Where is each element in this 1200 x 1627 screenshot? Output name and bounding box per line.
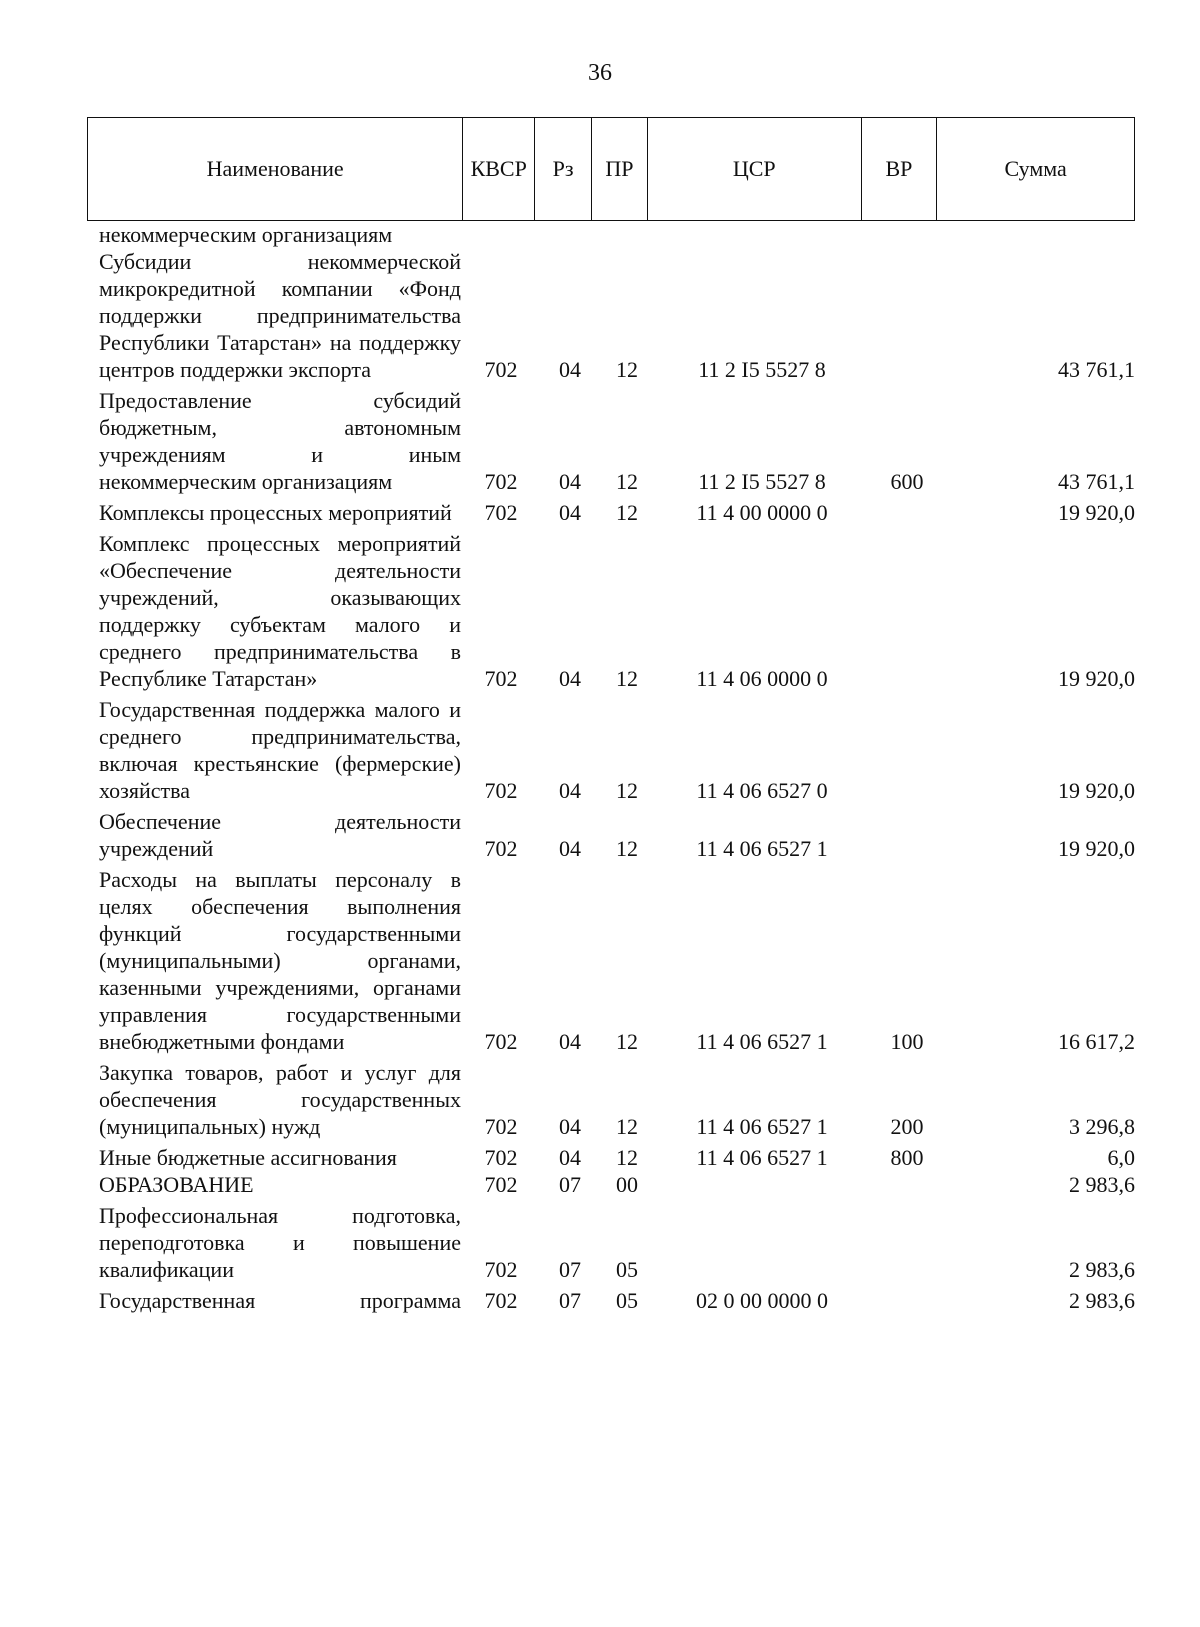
row-rz: 04 [559, 357, 581, 382]
row-pr: 12 [616, 469, 638, 494]
row-rz: 07 [559, 1172, 581, 1197]
row-pr: 12 [616, 836, 638, 861]
row-kvsr: 702 [484, 836, 518, 861]
row-rz: 04 [559, 500, 581, 525]
row-sum: 19 920,0 [1058, 500, 1135, 525]
row-kvsr: 702 [484, 1257, 518, 1282]
row-pr: 00 [616, 1172, 638, 1197]
row-csr: 11 4 06 6527 1 [696, 1145, 828, 1170]
header-name: Наименование [88, 118, 463, 220]
table-row [87, 1144, 1135, 1171]
row-kvsr: 702 [484, 1029, 518, 1054]
row-csr: 11 2 I5 5527 8 [698, 357, 826, 382]
table-row [87, 808, 1135, 862]
row-sum: 19 920,0 [1058, 778, 1135, 803]
row-sum: 2 983,6 [1069, 1172, 1135, 1197]
row-name: Субсидии некоммерческой микрокредитной компании «Фонд поддержки предпринимательства Республики Татарстан» на поддержку центров поддержки экспорта [99, 249, 461, 382]
row-kvsr: 702 [484, 1114, 518, 1139]
row-sum: 3 296,8 [1069, 1114, 1135, 1139]
table-row [87, 1202, 1135, 1283]
row-vr: 800 [890, 1145, 924, 1170]
row-name: Обеспечение деятельности учреждений [99, 809, 461, 861]
row-name: ОБРАЗОВАНИЕ [99, 1172, 254, 1197]
row-vr: 200 [890, 1114, 924, 1139]
table-row [87, 499, 1135, 526]
row-name: Предоставление субсидий бюджетным, автономным учреждениям и иным некоммерческим организациям [99, 388, 461, 494]
table-row [87, 387, 1135, 495]
row-rz: 04 [559, 836, 581, 861]
header-csr: ЦСР [648, 118, 862, 220]
header-rz: Рз [535, 118, 592, 220]
row-csr: 11 4 06 6527 0 [696, 778, 828, 803]
table-body [87, 221, 1135, 1318]
row-pr: 12 [616, 778, 638, 803]
row-rz: 04 [559, 469, 581, 494]
row-name: Комплексы процессных мероприятий [99, 500, 452, 525]
row-pr: 12 [616, 357, 638, 382]
row-sum: 2 983,6 [1069, 1257, 1135, 1282]
table-row [87, 248, 1135, 383]
row-kvsr: 702 [484, 500, 518, 525]
row-csr: 02 0 00 0000 0 [696, 1288, 828, 1313]
header-pr: ПР [592, 118, 648, 220]
row-kvsr: 702 [484, 1288, 518, 1313]
header-kvsr: КВСР [463, 118, 535, 220]
row-pr: 12 [616, 500, 638, 525]
row-name: Иные бюджетные ассигнования [99, 1145, 397, 1170]
row-kvsr: 702 [484, 469, 518, 494]
row-rz: 04 [559, 1145, 581, 1170]
row-name: некоммерческим организациям [99, 222, 393, 247]
row-sum: 2 983,6 [1069, 1288, 1135, 1313]
row-sum: 19 920,0 [1058, 836, 1135, 861]
row-vr: 100 [890, 1029, 924, 1054]
row-sum: 43 761,1 [1058, 469, 1135, 494]
row-rz: 07 [559, 1288, 581, 1313]
table-row [87, 1287, 1135, 1314]
table-row [87, 866, 1135, 1055]
row-sum: 43 761,1 [1058, 357, 1135, 382]
row-name: Расходы на выплаты персоналу в целях обеспечения выполнения функций государственными (муниципальными) органами, казенными учреждениями, органами управления государственными внебюджетными фондами [99, 867, 461, 1054]
row-sum: 19 920,0 [1058, 666, 1135, 691]
table-row [87, 1059, 1135, 1140]
table-row [87, 530, 1135, 692]
row-name: Профессиональная подготовка, переподготовка и повышение квалификации [99, 1203, 461, 1282]
row-pr: 12 [616, 1145, 638, 1170]
row-kvsr: 702 [484, 778, 518, 803]
row-csr: 11 2 I5 5527 8 [698, 469, 826, 494]
row-kvsr: 702 [484, 357, 518, 382]
row-kvsr: 702 [484, 1172, 518, 1197]
table-row [87, 1171, 1135, 1198]
row-name: Закупка товаров, работ и услуг для обеспечения государственных (муниципальных) нужд [99, 1060, 461, 1139]
row-name: Государственная программа [99, 1288, 461, 1313]
row-csr: 11 4 06 6527 1 [696, 1029, 828, 1054]
row-rz: 04 [559, 1029, 581, 1054]
row-pr: 05 [616, 1288, 638, 1313]
row-csr: 11 4 06 0000 0 [696, 666, 828, 691]
page-number: 36 [588, 60, 612, 86]
row-vr: 600 [890, 469, 924, 494]
row-sum: 6,0 [1107, 1145, 1135, 1170]
row-pr: 12 [616, 1029, 638, 1054]
row-pr: 05 [616, 1257, 638, 1282]
row-kvsr: 702 [484, 666, 518, 691]
table-header [87, 117, 1135, 221]
table-row [87, 696, 1135, 804]
table-row [87, 221, 1135, 248]
row-name: Комплекс процессных мероприятий «Обеспечение деятельности учреждений, оказывающих поддержку субъектам малого и среднего предпринимательства в Республике Татарстан» [99, 531, 461, 691]
row-csr: 11 4 06 6527 1 [696, 1114, 828, 1139]
header-sum: Сумма [1004, 156, 1067, 181]
row-rz: 04 [559, 666, 581, 691]
row-rz: 04 [559, 778, 581, 803]
row-sum: 16 617,2 [1058, 1029, 1135, 1054]
header-vr: ВР [862, 118, 938, 220]
row-kvsr: 702 [484, 1145, 518, 1170]
row-name: Государственная поддержка малого и среднего предпринимательства, включая крестьянские (фермерские) хозяйства [99, 697, 461, 803]
row-pr: 12 [616, 1114, 638, 1139]
row-csr: 11 4 00 0000 0 [696, 500, 828, 525]
row-csr: 11 4 06 6527 1 [696, 836, 828, 861]
row-pr: 12 [616, 666, 638, 691]
row-rz: 07 [559, 1257, 581, 1282]
row-rz: 04 [559, 1114, 581, 1139]
